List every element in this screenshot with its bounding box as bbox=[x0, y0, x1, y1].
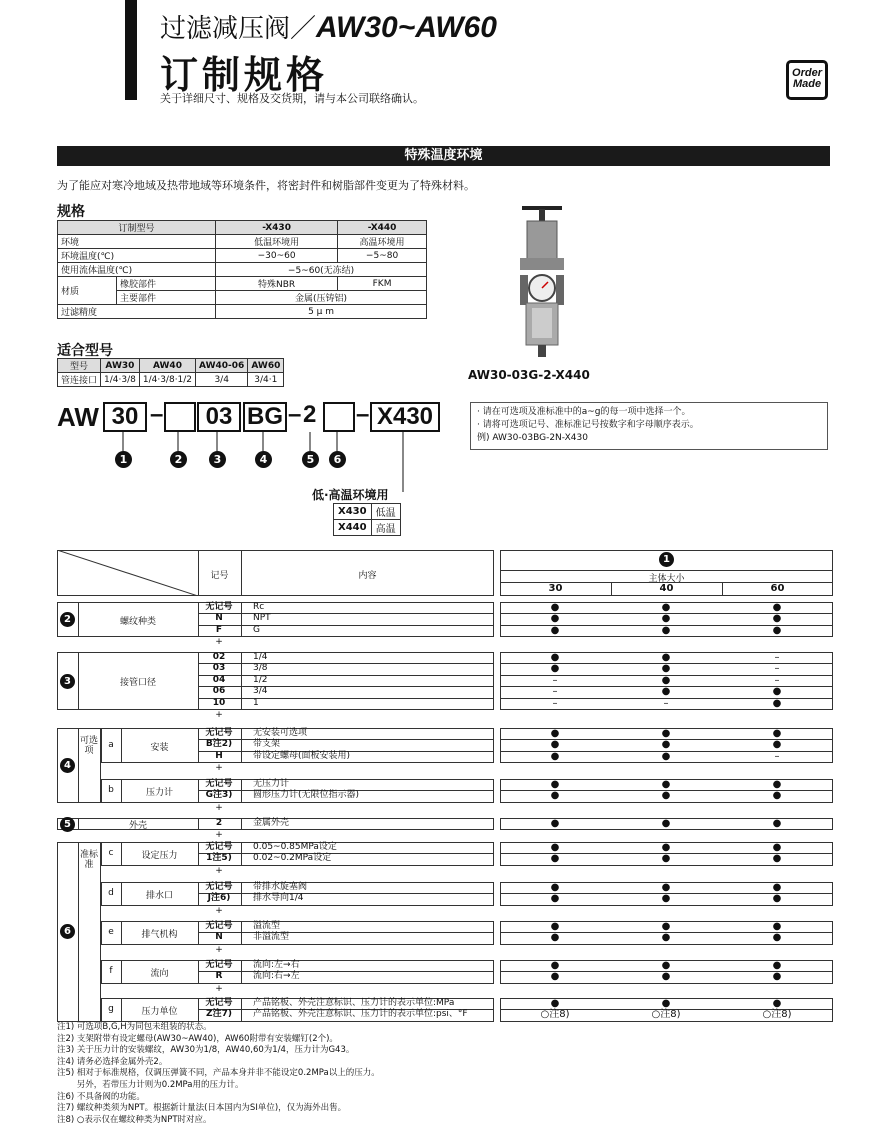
product-title: 过滤减压阀／AW30~AW60 bbox=[160, 11, 497, 44]
availability-mark: ● bbox=[550, 971, 560, 983]
availability-mark: ● bbox=[772, 932, 782, 944]
product-caption: AW30-03G-2-X440 bbox=[468, 368, 590, 382]
availability-mark: ● bbox=[661, 613, 671, 625]
code-case: 2 bbox=[303, 401, 317, 428]
availability-mark: ● bbox=[550, 998, 560, 1009]
group-letter: d bbox=[108, 887, 114, 898]
code-semistd-box bbox=[323, 402, 355, 432]
availability-mark: ● bbox=[550, 652, 560, 663]
option-symbol: 04 bbox=[212, 674, 226, 685]
availability-mark: ● bbox=[772, 960, 782, 971]
group-name: 排水口 bbox=[145, 890, 173, 901]
availability-mark: ● bbox=[772, 818, 782, 829]
code-dash: – bbox=[356, 401, 370, 428]
availability-mark: ● bbox=[550, 739, 560, 751]
option-symbol: N bbox=[215, 613, 223, 624]
option-description: G bbox=[253, 624, 260, 635]
option-symbol: 无记号 bbox=[205, 921, 233, 931]
availability-mark: – bbox=[774, 663, 780, 675]
option-symbol: 02 bbox=[212, 652, 226, 662]
availability-mark: ● bbox=[772, 739, 782, 751]
option-symbol: 2 bbox=[215, 818, 223, 828]
group-letter: f bbox=[109, 965, 113, 976]
group-name: 排气机构 bbox=[141, 929, 178, 940]
option-description: 1/2 bbox=[253, 674, 268, 685]
env-label: 低·高温环境用 bbox=[312, 488, 389, 502]
availability-mark: ● bbox=[661, 750, 671, 762]
code-suffix-box: X430 bbox=[370, 402, 440, 432]
option-symbol: 无记号 bbox=[205, 728, 233, 738]
availability-mark: ● bbox=[661, 686, 671, 698]
availability-mark: ● bbox=[661, 739, 671, 751]
code-num-6: 6 bbox=[329, 451, 346, 468]
availability-mark: – bbox=[774, 652, 780, 663]
availability-mark: ● bbox=[550, 932, 560, 944]
availability-mark: – bbox=[552, 686, 558, 698]
option-description: 无安装可选项 bbox=[253, 728, 308, 738]
availability-mark: ● bbox=[550, 602, 560, 613]
availability-mark: ○注8) bbox=[762, 1009, 792, 1021]
code-dash: – bbox=[150, 401, 164, 428]
availability-mark: ● bbox=[661, 842, 671, 853]
option-description: 1/4 bbox=[253, 652, 268, 662]
availability-mark: ● bbox=[550, 893, 560, 905]
availability-mark: ● bbox=[772, 602, 782, 613]
group-number: 5 bbox=[60, 817, 75, 832]
plus-sign: + bbox=[215, 944, 223, 955]
availability-mark: – bbox=[774, 674, 780, 686]
option-description: 产品铭板、外壳注意标识、压力计的表示单位:MPa bbox=[253, 998, 455, 1008]
availability-mark: ● bbox=[772, 728, 782, 739]
footnotes: 注1) 可选项B,G,H为同包未组装的状态。 注2) 支架附带有设定螺母(AW30~AW40)，AW60附带有安装螺钉(2个)。 注3) 关于压力计的安装螺纹，AW30为1/8，AW40,60为1/4，压力计为G43。 注4) 请务必选择金属外壳2。 注5) 相对于标准规格，仅调压弹簧不同，产品本身并非不能设定0.2MPa以上的压力。 另外，若带压力计则为0.2MPa用的压力计。 注6) 不具备阀的功能。 注7) 螺纹种类须为NPT。根据新计量法(日本国内为SI单位)，仅为海外出售。 注8) ○表示仅在螺纹种类为NPT时对应。 bbox=[57, 1022, 380, 1125]
group-name: 压力单位 bbox=[141, 1006, 178, 1017]
col-content: 内容 bbox=[358, 571, 377, 581]
availability-mark: ● bbox=[661, 790, 671, 802]
plus-sign: + bbox=[215, 983, 223, 994]
group-letter: g bbox=[108, 1003, 114, 1014]
group-letter: c bbox=[108, 847, 114, 858]
plus-sign: + bbox=[215, 865, 223, 876]
section-title: 特殊温度环境 bbox=[57, 146, 830, 166]
group-letter: b bbox=[108, 784, 114, 795]
size-30: 30 bbox=[548, 583, 563, 594]
size-40: 40 bbox=[659, 583, 674, 594]
option-symbol: 无记号 bbox=[205, 960, 233, 970]
availability-mark: – bbox=[774, 750, 780, 762]
option-description: 带支架 bbox=[253, 739, 281, 750]
code-thread-box bbox=[164, 402, 196, 432]
availability-mark: ● bbox=[772, 842, 782, 853]
availability-mark: ○注8) bbox=[651, 1009, 681, 1021]
group-name: 外壳 bbox=[128, 821, 147, 832]
plus-sign: + bbox=[215, 710, 223, 720]
availability-mark: ● bbox=[550, 750, 560, 762]
code-num-4: 4 bbox=[255, 451, 272, 468]
option-description: 流向:右→左 bbox=[253, 971, 300, 982]
availability-mark: ● bbox=[661, 674, 671, 686]
availability-mark: ● bbox=[550, 818, 560, 829]
option-symbol: Z注7) bbox=[206, 1009, 232, 1020]
option-symbol: 无记号 bbox=[205, 602, 233, 612]
availability-mark: ○注8) bbox=[540, 1009, 570, 1021]
availability-mark: ● bbox=[550, 728, 560, 739]
option-description: 0.02~0.2MPa设定 bbox=[253, 853, 332, 864]
group-name: 螺纹种类 bbox=[119, 616, 156, 627]
option-symbol: N bbox=[215, 932, 223, 943]
code-num-3: 3 bbox=[209, 451, 226, 468]
page-title: 订制规格 bbox=[160, 53, 329, 97]
option-description: 流向:左→右 bbox=[253, 960, 300, 970]
availability-mark: ● bbox=[772, 853, 782, 865]
header-diagonal bbox=[57, 550, 198, 596]
code-prefix: AW bbox=[57, 402, 99, 432]
option-description: Rc bbox=[253, 602, 265, 612]
availability-mark: ● bbox=[661, 779, 671, 790]
option-symbol: 无记号 bbox=[205, 882, 233, 892]
fit-table: 型号 AW30 AW40 AW40-06 AW60 管连接口 1/4·3/8 1/4·3/8·1/2 3/4 3/4·1 bbox=[57, 358, 284, 387]
plus-sign: + bbox=[215, 905, 223, 916]
option-symbol: 1注5) bbox=[206, 853, 232, 864]
group-name: 压力计 bbox=[145, 787, 173, 798]
group-name: 设定压力 bbox=[141, 850, 178, 861]
option-symbol: H bbox=[215, 750, 223, 761]
availability-mark: ● bbox=[772, 613, 782, 625]
order-made-badge: Order Made bbox=[786, 60, 828, 100]
group-letter: a bbox=[108, 739, 114, 750]
availability-mark: ● bbox=[550, 853, 560, 865]
availability-mark: ● bbox=[661, 932, 671, 944]
availability-mark: ● bbox=[772, 697, 782, 709]
outer-group-name: 准标准 bbox=[79, 850, 98, 870]
availability-mark: ● bbox=[550, 921, 560, 932]
availability-mark: ● bbox=[661, 998, 671, 1009]
option-symbol: 10 bbox=[212, 697, 226, 708]
code-option-box: BG bbox=[243, 402, 287, 432]
availability-mark: ● bbox=[661, 960, 671, 971]
group-number: 4 bbox=[60, 758, 75, 773]
code-size-box: 30 bbox=[103, 402, 147, 432]
option-symbol: G注3) bbox=[205, 790, 233, 801]
option-symbol: 无记号 bbox=[205, 779, 233, 789]
availability-mark: ● bbox=[550, 624, 560, 636]
option-symbol: 无记号 bbox=[205, 842, 233, 852]
group-number: 6 bbox=[60, 924, 75, 939]
availability-mark: – bbox=[552, 674, 558, 686]
availability-mark: ● bbox=[661, 971, 671, 983]
col-symbol: 记号 bbox=[210, 571, 229, 581]
options-table bbox=[57, 550, 833, 1020]
title-accent-bar bbox=[125, 0, 137, 100]
option-symbol: B注2) bbox=[205, 739, 233, 750]
option-description: 3/4 bbox=[253, 686, 268, 697]
availability-mark: – bbox=[663, 697, 669, 709]
availability-mark: ● bbox=[772, 882, 782, 893]
availability-mark: ● bbox=[550, 882, 560, 893]
availability-mark: ● bbox=[550, 613, 560, 625]
option-description: 金属外壳 bbox=[253, 818, 290, 828]
specs-table: 订制型号 -X430 -X440 环境 低温环境用 高温环境用 环境温度(℃) −30~60 −5~80 使用流体温度(℃) −5~60(无冻结) 材质 橡胶部件 特殊NBR FKM 主要部件 金属(压铸铝) 过滤精度 5 μ m bbox=[57, 220, 427, 319]
option-description: 圆形压力计(无限位指示器) bbox=[253, 790, 360, 801]
specs-heading: 规格 bbox=[57, 204, 85, 220]
availability-mark: ● bbox=[661, 728, 671, 739]
option-description: 1 bbox=[253, 697, 259, 708]
option-description: 带设定螺母(面板安装用) bbox=[253, 750, 351, 761]
group-number: 3 bbox=[60, 674, 75, 689]
option-description: 带排水旋塞阀 bbox=[253, 882, 308, 892]
option-description: 溢流型 bbox=[253, 921, 281, 931]
group-name: 安装 bbox=[150, 742, 169, 753]
availability-mark: ● bbox=[772, 971, 782, 983]
page-subtitle: 关于详细尺寸、规格及交货期，请与本公司联络确认。 bbox=[160, 92, 424, 105]
availability-mark: ● bbox=[550, 779, 560, 790]
availability-mark: ● bbox=[550, 663, 560, 675]
availability-mark: ● bbox=[772, 998, 782, 1009]
availability-mark: ● bbox=[661, 663, 671, 675]
outer-group-name: 可选项 bbox=[79, 736, 98, 756]
col-size: 主体大小 bbox=[648, 574, 685, 584]
availability-mark: ● bbox=[661, 853, 671, 865]
option-description: NPT bbox=[253, 613, 271, 624]
availability-mark: ● bbox=[661, 921, 671, 932]
option-symbol: R bbox=[215, 971, 223, 982]
availability-mark: ● bbox=[661, 818, 671, 829]
availability-mark: ● bbox=[772, 779, 782, 790]
option-description: 排水导向1/4 bbox=[253, 893, 304, 904]
plus-sign: + bbox=[215, 830, 223, 841]
section-intro: 为了能应对寒冷地域及热带地域等环境条件，将密封件和树脂部件变更为了特殊材料。 bbox=[57, 179, 475, 192]
code-port-box: 03 bbox=[197, 402, 241, 432]
option-description: 无压力计 bbox=[253, 779, 290, 789]
availability-mark: ● bbox=[772, 686, 782, 698]
option-description: 3/8 bbox=[253, 663, 268, 674]
availability-mark: ● bbox=[661, 893, 671, 905]
option-symbol: 03 bbox=[212, 663, 226, 674]
product-image bbox=[512, 203, 572, 363]
group-letter: e bbox=[108, 926, 114, 937]
code-num-1: 1 bbox=[115, 451, 132, 468]
option-description: 产品铭板、外壳注意标识、压力计的表示单位:psi、°F bbox=[253, 1009, 468, 1020]
availability-mark: ● bbox=[772, 624, 782, 636]
plus-sign: + bbox=[215, 637, 223, 648]
plus-sign: + bbox=[215, 763, 223, 774]
option-symbol: F bbox=[215, 624, 223, 635]
code-num-5: 5 bbox=[302, 451, 319, 468]
option-symbol: 无记号 bbox=[205, 998, 233, 1008]
availability-mark: ● bbox=[661, 624, 671, 636]
group-number: 2 bbox=[60, 612, 75, 627]
size-60: 60 bbox=[770, 583, 785, 594]
availability-mark: ● bbox=[550, 842, 560, 853]
plus-sign: + bbox=[215, 802, 223, 813]
option-description: 非溢流型 bbox=[253, 932, 290, 943]
availability-mark: ● bbox=[661, 882, 671, 893]
code-num-2: 2 bbox=[170, 451, 187, 468]
availability-mark: ● bbox=[772, 893, 782, 905]
code-notes: · 请在可选项及准标准中的a~g的每一项中选择一个。 · 请将可选项记号、准标准记号按数字和字母顺序表示。 例) AW30-03BG-2N-X430 bbox=[470, 402, 828, 450]
size-num: 1 bbox=[659, 552, 674, 567]
availability-mark: ● bbox=[550, 960, 560, 971]
availability-mark: ● bbox=[772, 790, 782, 802]
fit-heading: 适合型号 bbox=[57, 343, 113, 359]
option-symbol: 06 bbox=[212, 686, 226, 697]
code-dash: – bbox=[288, 401, 302, 428]
option-symbol: J注6) bbox=[207, 893, 231, 904]
availability-mark: – bbox=[552, 697, 558, 709]
availability-mark: ● bbox=[661, 652, 671, 663]
group-name: 流向 bbox=[150, 968, 169, 979]
availability-mark: ● bbox=[550, 790, 560, 802]
availability-mark: ● bbox=[661, 602, 671, 613]
option-description: 0.05~0.85MPa设定 bbox=[253, 842, 337, 852]
group-name: 接管口径 bbox=[119, 678, 156, 688]
availability-mark: ● bbox=[772, 921, 782, 932]
env-table: X430 低温 X440 高温 bbox=[333, 503, 401, 536]
